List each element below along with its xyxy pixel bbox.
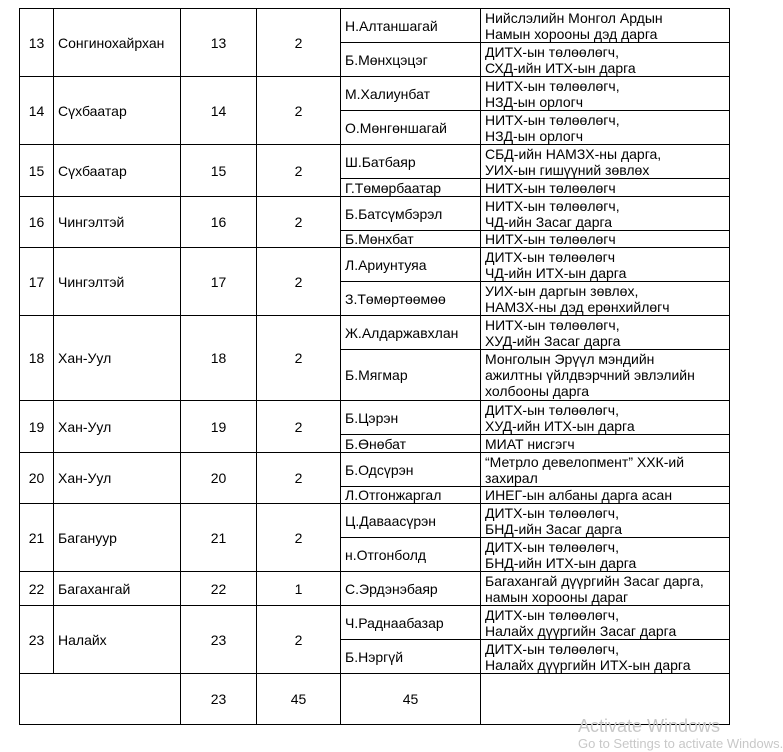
mandate-count: 1 — [257, 572, 341, 606]
position-line: НИТХ-ын төлөөлөгч, — [485, 77, 620, 94]
position-line: НИТХ-ын төлөөлөгч — [485, 179, 616, 196]
district-name: Сүхбаатар — [54, 145, 181, 197]
candidate-position — [481, 435, 730, 453]
candidate-name: Ж.Алдаржавхлан — [341, 316, 481, 350]
position-line: НАМЗХ-ны дэд ерөнхийлөгч — [485, 298, 670, 315]
district-name: Хан-Уул — [54, 316, 181, 401]
position-line: УИХ-ын даргын зөвлөх, — [485, 282, 639, 299]
row-number: 15 — [20, 145, 54, 197]
candidate-position — [481, 606, 730, 640]
position-line: “Метрло девелопмент” ХХК-ий — [485, 453, 685, 470]
position-line: ХУД-ийн ИТХ-ын дарга — [485, 417, 635, 434]
constituency-number: 17 — [181, 248, 257, 316]
district-name: Налайх — [54, 606, 181, 674]
constituency-number: 20 — [181, 453, 257, 504]
district-name: Багахангай — [54, 572, 181, 606]
candidate-name: Б.Мөнхбат — [341, 231, 481, 248]
candidate-position — [481, 77, 730, 111]
table-row — [20, 504, 730, 538]
constituency-number: 18 — [181, 316, 257, 401]
mandate-count: 2 — [257, 248, 341, 316]
table-row — [20, 606, 730, 640]
candidate-position — [481, 231, 730, 248]
candidate-position — [481, 9, 730, 43]
table-row — [20, 77, 730, 111]
candidate-position — [481, 43, 730, 77]
candidate-name: Б.Батсүмбэрэл — [341, 197, 481, 231]
candidate-position — [481, 316, 730, 350]
total-candidates: 45 — [341, 674, 481, 725]
district-name: Хан-Уул — [54, 453, 181, 504]
position-line: ДИТХ-ын төлөөлөгч — [485, 248, 616, 265]
candidate-position — [481, 197, 730, 231]
constituency-number: 13 — [181, 9, 257, 77]
row-number: 13 — [20, 9, 54, 77]
district-name: Чингэлтэй — [54, 248, 181, 316]
constituency-number: 23 — [181, 606, 257, 674]
table-row — [20, 145, 730, 179]
position-line: ДИТХ-ын төлөөлөгч, — [485, 606, 619, 623]
row-number: 23 — [20, 606, 54, 674]
position-line: холбооны дарга — [485, 383, 590, 399]
row-number: 22 — [20, 572, 54, 606]
position-line: СБД-ийн НАМЗХ-ны дарга, — [485, 145, 662, 162]
position-line: Багахангай дүүргийн Засаг дарга, — [485, 572, 704, 589]
row-number: 21 — [20, 504, 54, 572]
position-line: Намын хорооны дэд дарга — [485, 25, 658, 42]
total-seats: 23 — [181, 674, 257, 725]
candidate-position — [481, 538, 730, 572]
table-row — [20, 453, 730, 487]
row-number: 14 — [20, 77, 54, 145]
mandate-count: 2 — [257, 9, 341, 77]
row-number: 19 — [20, 401, 54, 453]
district-name: Сүхбаатар — [54, 77, 181, 145]
row-number: 18 — [20, 316, 54, 401]
constituency-number: 14 — [181, 77, 257, 145]
candidate-position — [481, 145, 730, 179]
candidate-name: Б.Нэргүй — [341, 640, 481, 674]
position-line: Нийслэлийн Монгол Ардын — [485, 9, 663, 26]
candidate-position — [481, 504, 730, 538]
candidate-name: Ч.Раднаабазар — [341, 606, 481, 640]
candidate-position — [481, 350, 730, 401]
watermark-subtitle: Go to Settings to activate Windows. — [578, 736, 783, 751]
candidate-name: Б.Мягмар — [341, 350, 481, 401]
position-line: Налайх дүүргийн ИТХ-ын дарга — [485, 656, 691, 673]
position-line: БНД-ийн ИТХ-ын дарга — [485, 554, 637, 571]
position-line: НЗД-ын орлогч — [485, 127, 583, 144]
row-number: 16 — [20, 197, 54, 248]
table-row — [20, 9, 730, 43]
candidate-name: н.Отгонболд — [341, 538, 481, 572]
candidate-name: М.Халиунбат — [341, 77, 481, 111]
position-line: ажилтны үйлдвэрчний эвлэлийн — [485, 367, 695, 383]
mandate-count: 2 — [257, 504, 341, 572]
constituency-number: 15 — [181, 145, 257, 197]
mandate-count: 2 — [257, 77, 341, 145]
table-row — [20, 248, 730, 282]
table-row — [20, 572, 730, 606]
position-line: МИАТ нисгэгч — [485, 435, 575, 452]
row-number: 17 — [20, 248, 54, 316]
watermark-title: Activate Windows — [578, 716, 721, 736]
candidate-position — [481, 640, 730, 674]
position-line: НЗД-ын орлогч — [485, 93, 583, 110]
constituency-number: 19 — [181, 401, 257, 453]
candidate-position — [481, 453, 730, 487]
candidates-table — [19, 8, 730, 725]
candidate-position — [481, 248, 730, 282]
district-name: Чингэлтэй — [54, 197, 181, 248]
mandate-count: 2 — [257, 401, 341, 453]
candidate-name: С.Эрдэнэбаяр — [341, 572, 481, 606]
position-line: ДИТХ-ын төлөөлөгч, — [485, 640, 619, 657]
candidate-position — [481, 572, 730, 606]
candidate-name: Ц.Даваасүрэн — [341, 504, 481, 538]
position-line: НИТХ-ын төлөөлөгч, — [485, 316, 620, 333]
table-row — [20, 197, 730, 231]
position-line: захирал — [485, 469, 538, 486]
position-line: ДИТХ-ын төлөөлөгч, — [485, 504, 619, 521]
mandate-count: 2 — [257, 197, 341, 248]
candidate-name: Н.Алтаншагай — [341, 9, 481, 43]
table-row — [20, 316, 730, 350]
table-row — [20, 401, 730, 435]
mandate-count: 2 — [257, 606, 341, 674]
position-line: ДИТХ-ын төлөөлөгч, — [485, 538, 619, 555]
position-line: Налайх дүүргийн Засаг дарга — [485, 622, 677, 639]
constituency-number: 21 — [181, 504, 257, 572]
position-line: БНД-ийн Засаг дарга — [485, 520, 623, 537]
position-line: ДИТХ-ын төлөөлөгч, — [485, 43, 619, 60]
candidate-name: Г.Төмөрбаатар — [341, 179, 481, 197]
row-number: 20 — [20, 453, 54, 504]
position-line: НИТХ-ын төлөөлөгч, — [485, 197, 620, 214]
mandate-count: 2 — [257, 145, 341, 197]
candidate-position — [481, 282, 730, 316]
district-name: Сонгинохайрхан — [54, 9, 181, 77]
candidate-name: З.Төмөртөөмөө — [341, 282, 481, 316]
total-mandates: 45 — [257, 674, 341, 725]
totals-empty-cell — [20, 674, 181, 725]
district-name: Хан-Уул — [54, 401, 181, 453]
candidate-name: Б.Мөнхцэцэг — [341, 43, 481, 77]
district-name: Багануур — [54, 504, 181, 572]
position-line: намын хорооны дараг — [485, 588, 629, 605]
position-line: Монголын Эрүүл мэндийн — [485, 351, 655, 367]
activation-watermark — [578, 716, 783, 752]
mandate-count: 2 — [257, 453, 341, 504]
candidate-name: Б.Одсүрэн — [341, 453, 481, 487]
position-line: ХУД-ийн Засаг дарга — [485, 332, 621, 349]
candidate-name: Л.Отгонжаргал — [341, 487, 481, 504]
candidate-name: Б.Өнөбат — [341, 435, 481, 453]
position-line: НИТХ-ын төлөөлөгч — [485, 231, 616, 247]
position-line: ЧД-ийн ИТХ-ын дарга — [485, 264, 627, 281]
position-line: ЧД-ийн Засаг дарга — [485, 213, 613, 230]
position-line: ИНЕГ-ын албаны дарга асан — [485, 487, 673, 503]
candidate-position — [481, 111, 730, 145]
candidate-name: Ш.Батбаяр — [341, 145, 481, 179]
candidate-name: Л.Ариунтуяа — [341, 248, 481, 282]
candidate-position — [481, 487, 730, 504]
candidate-name: О.Мөнгөншагай — [341, 111, 481, 145]
mandate-count: 2 — [257, 316, 341, 401]
constituency-number: 16 — [181, 197, 257, 248]
constituency-number: 22 — [181, 572, 257, 606]
candidate-name: Б.Цэрэн — [341, 401, 481, 435]
table-body — [20, 9, 730, 725]
candidate-position — [481, 179, 730, 197]
position-line: УИХ-ын гишүүний зөвлөх — [485, 161, 650, 178]
candidate-position — [481, 401, 730, 435]
position-line: НИТХ-ын төлөөлөгч, — [485, 111, 620, 128]
position-line: ДИТХ-ын төлөөлөгч, — [485, 401, 619, 418]
position-line: СХД-ийн ИТХ-ын дарга — [485, 59, 636, 76]
